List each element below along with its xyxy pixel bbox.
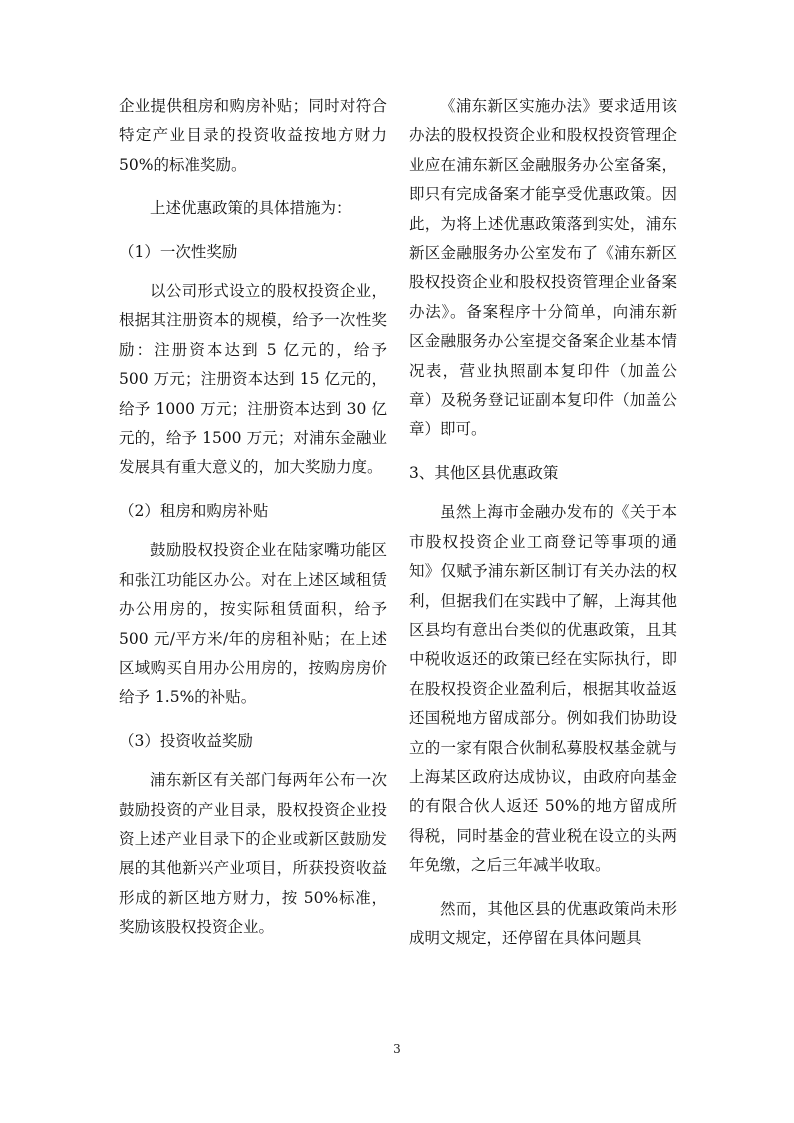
paragraph: 上述优惠政策的具体措施为： [150, 199, 352, 218]
section-heading: （2）租房和购房补贴 [119, 501, 269, 520]
page-number: 3 [393, 1042, 401, 1056]
section-heading: 3、其他区县优惠政策 [409, 463, 559, 482]
paragraph: 《浦东新区实施办法》要求适用该办法的股权投资企业和股权投资管理企业应在浦东新区金融服务办公室备案，即只有完成备案才能享受优惠政策。因此，为将上述优惠政策落到实处，浦东新区金融服务办公室发布了《浦东新区股权投资企业和股权投资管理企业备案办法》。备案程序十分简单，向浦东新区金融服务办公室提交备案企业基本情况表，营业执照副本复印件（加盖公章）及税务登记证副本复印件（加盖公章）即可。 [409, 97, 677, 439]
section-heading: （1）一次性奖励 [119, 242, 238, 261]
paragraph: 以公司形式设立的股权投资企业，根据其注册资本的规模，给予一次性奖励：注册资本达到 5 亿元的，给予 500 万元；注册资本达到 15 亿元的，给予 1000 万元；注册资本达到 30 亿元的，给予 1500 万元；对浦东金融业发展具有重大意义的，加大奖励力度。 [119, 282, 387, 477]
left-column [119, 92, 387, 957]
paragraph: 然而，其他区县的优惠政策尚未形成明文规定，还停留在具体问题具 [409, 899, 677, 947]
paragraph: 企业提供租房和购房补贴；同时对符合特定产业目录的投资收益按地方财力 50%的标准奖励。 [119, 97, 387, 174]
right-column [409, 92, 677, 967]
paragraph: 鼓励股权投资企业在陆家嘴功能区和张江功能区办公。对在上述区域租赁办公用房的，按实际租赁面积，给予 500 元/平方米/年的房租补贴；在上述区域购买自用办公用房的，按购房房价给予 1.5%的补贴。 [119, 541, 387, 707]
section-heading: （3）投资收益奖励 [119, 731, 253, 750]
paragraph: 虽然上海市金融办发布的《关于本市股权投资企业工商登记等事项的通知》仅赋予浦东新区制订有关办法的权利，但据我们在实践中了解，上海其他区县均有意出台类似的优惠政策，且其中税收返还的政策已经在实际执行，即在股权投资企业盈利后，根据其收益返还国税地方留成部分。例如我们协助设立的一家有限合伙制私募股权基金就与上海某区政府达成协议，由政府向基金的有限合伙人返还 50%的地方留成所得税，同时基金的营业税在设立的头两年免缴，之后三年减半收取。 [409, 503, 677, 875]
paragraph: 浦东新区有关部门每两年公布一次鼓励投资的产业目录，股权投资企业投资上述产业目录下的企业或新区鼓励发展的其他新兴产业项目，所获投资收益形成的新区地方财力，按 50%标准，奖励该股权投资企业。 [119, 771, 387, 937]
